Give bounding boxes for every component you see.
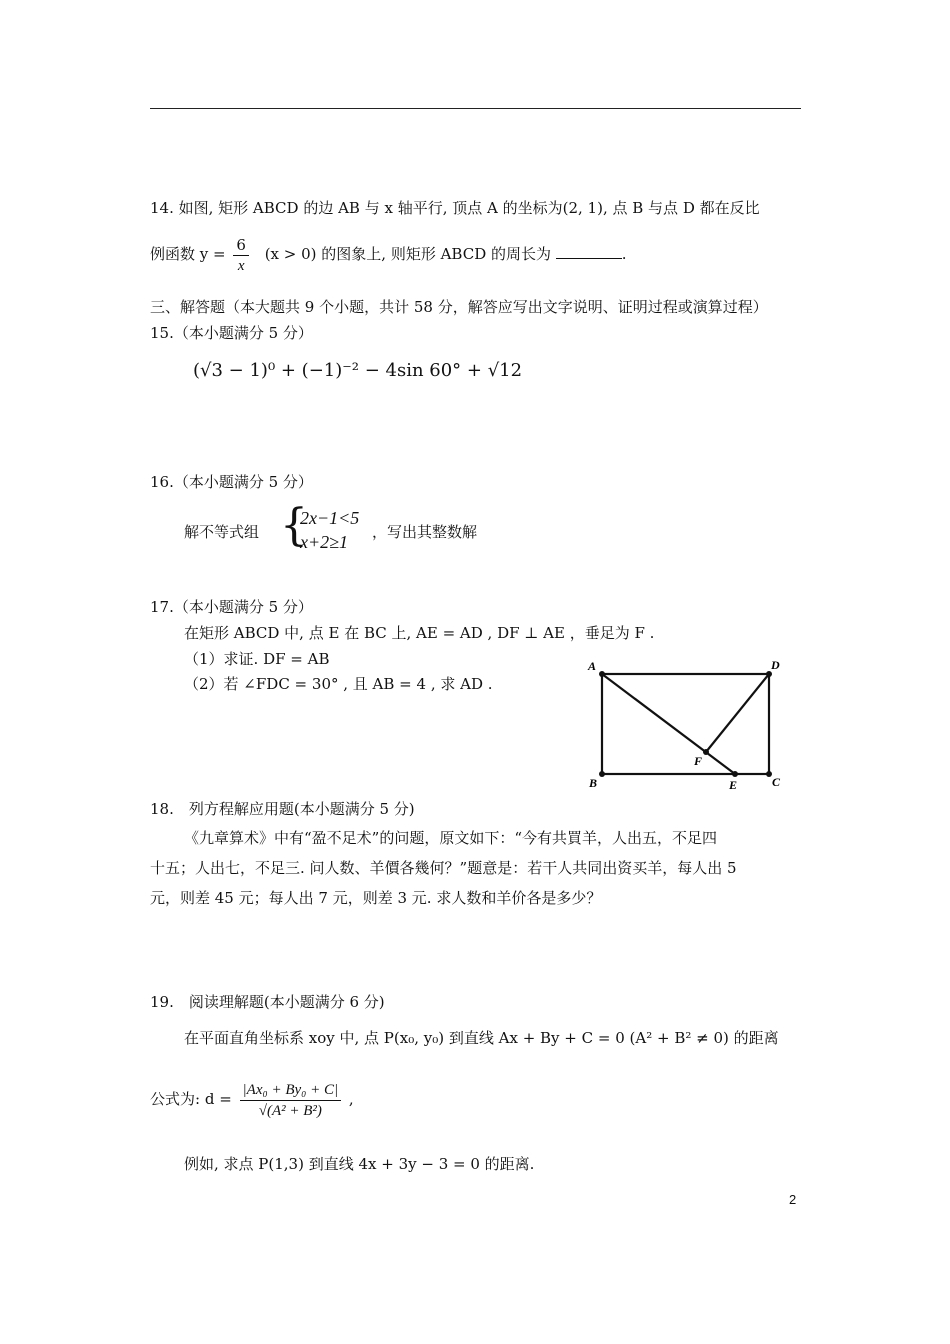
q19-formula-den: √(A² + B²): [258, 1102, 322, 1119]
label-b: B: [589, 776, 598, 790]
q15-title: 15.（本小题满分 5 分）: [150, 324, 313, 342]
q17-part2: （2）若 ∠FDC = 30° , 且 AB = 4 , 求 AD .: [184, 675, 493, 693]
point-e: [732, 771, 738, 777]
q16-ineq1: 2x−1<5: [300, 508, 360, 528]
page-number: 2: [789, 1192, 797, 1207]
answer-blank: [556, 244, 622, 259]
label-f: F: [694, 754, 703, 768]
q14-end: .: [621, 245, 627, 263]
q14-post: (x > 0) 的图象上, 则矩形 ABCD 的周长为: [264, 245, 551, 263]
q19-example: 例如, 求点 P(1,3) 到直线 4x + 3y − 3 = 0 的距离.: [184, 1155, 535, 1173]
q19-line1: 在平面直角坐标系 xoy 中, 点 P(x₀, y₀) 到直线 Ax + By + C = 0 (A² + B² ≠ 0) 的距离: [184, 1029, 779, 1047]
q17-part1: （1）求证. DF = AB: [184, 650, 330, 668]
q14-frac-num: 6: [233, 235, 249, 256]
q14-pre: 例函数 y =: [150, 245, 226, 263]
q18-line3: 元，则差 45 元；每人出 7 元，则差 3 元. 求人数和羊价各是多少？: [150, 889, 602, 907]
rect-abcd: [602, 674, 769, 774]
header-rule: [150, 108, 801, 109]
q15-expression: (√3 − 1)⁰ + (−1)⁻² − 4sin 60° + √12: [193, 360, 523, 381]
rectangle-figure: [580, 654, 790, 794]
segment-ae: [602, 674, 735, 774]
section3-heading: 三、解答题（本大题共 9 个小题，共计 58 分，解答应写出文字说明、证明过程或演算过程）: [150, 298, 768, 316]
q14-frac-den: x: [237, 257, 245, 274]
label-d: D: [771, 658, 780, 672]
point-a: [599, 671, 605, 677]
q16-title: 16.（本小题满分 5 分）: [150, 473, 313, 491]
q16-brace: {: [280, 500, 308, 551]
q14-line1: 14. 如图, 矩形 ABCD 的边 AB 与 x 轴平行, 顶点 A 的坐标为(2, 1), 点 B 与点 D 都在反比: [150, 199, 760, 217]
label-e: E: [729, 778, 738, 792]
point-b: [599, 771, 605, 777]
q17-title: 17.（本小题满分 5 分）: [150, 598, 313, 616]
q16-ineq2: x+2≥1: [300, 532, 349, 552]
q16-post: ，写出其整数解: [372, 523, 478, 541]
q16-pre: 解不等式组: [184, 523, 260, 541]
q19-title: 19. 阅读理解题(本小题满分 6 分): [150, 993, 385, 1011]
q17-body: 在矩形 ABCD 中, 点 E 在 BC 上, AE = AD , DF ⊥ AE ，垂足为 F .: [184, 624, 655, 642]
q18-line2: 十五；人出七，不足三. 问人数、羊價各幾何？”题意是：若干人共同出资买羊，每人出 5: [150, 859, 737, 877]
q19-formula: [150, 1074, 354, 1124]
q14-fraction: [233, 235, 249, 276]
q19-formula-num: |Ax₀ + By₀ + C|: [240, 1080, 342, 1101]
label-c: C: [772, 775, 781, 789]
q19-distance-fraction: [240, 1080, 342, 1121]
q18-title: 18. 列方程解应用题(本小题满分 5 分): [150, 800, 415, 818]
q14-line2: [150, 232, 627, 276]
label-a: A: [588, 659, 597, 673]
q19-formula-post: ,: [348, 1090, 354, 1108]
q18-line1: 《九章算术》中有“盈不足术”的问题，原文如下：“今有共買羊，人出五，不足四: [184, 829, 718, 847]
q19-formula-pre: 公式为: d =: [150, 1090, 232, 1108]
segment-df: [706, 674, 769, 752]
point-f: [703, 749, 709, 755]
